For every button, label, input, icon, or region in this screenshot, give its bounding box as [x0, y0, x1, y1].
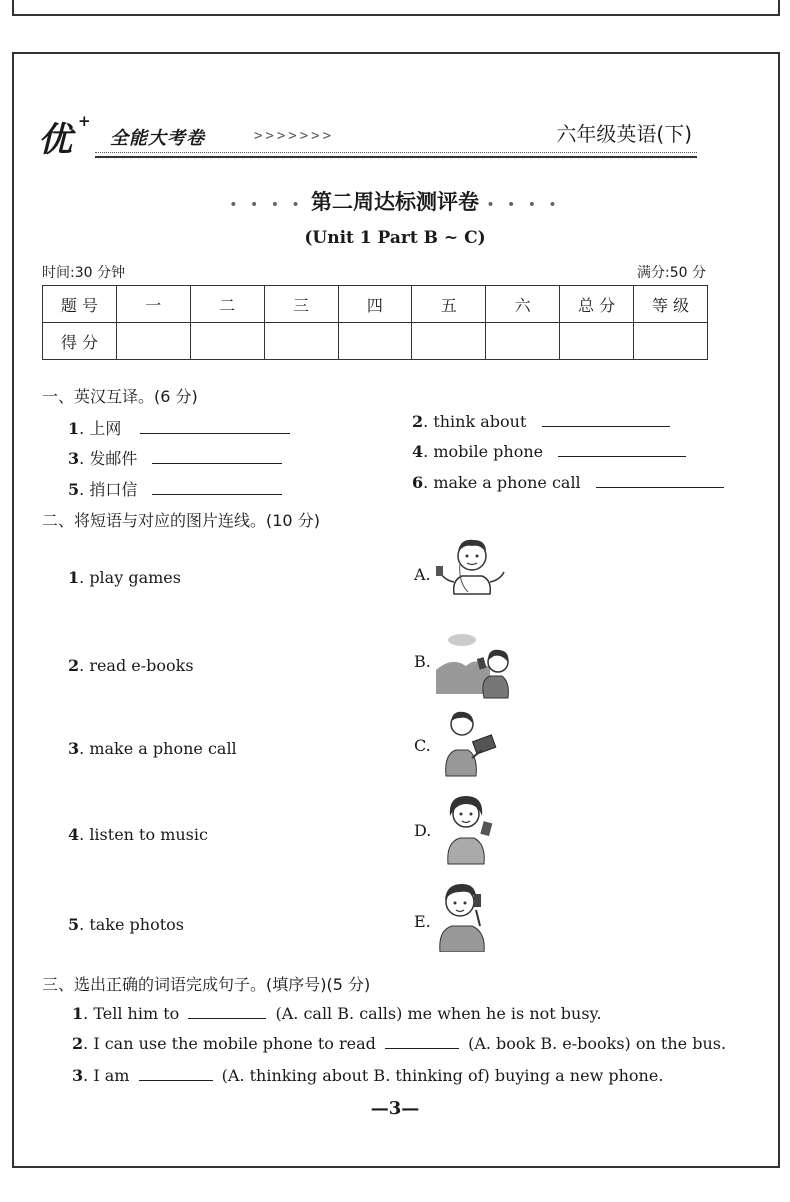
answer-blank[interactable] — [542, 412, 670, 427]
score-table — [42, 285, 708, 360]
score-cell-grade: 等 级 — [634, 286, 708, 323]
score-row-label: 得 分 — [43, 323, 117, 360]
answer-blank[interactable] — [152, 480, 282, 495]
answer-blank[interactable] — [140, 419, 290, 434]
title-dots-left: • • • • — [229, 197, 304, 213]
picture-e-make-phone-call[interactable] — [432, 876, 512, 952]
score-cell-5: 五 — [412, 286, 486, 323]
picture-d-play-games[interactable] — [432, 790, 512, 866]
score-blank[interactable] — [486, 323, 560, 360]
previous-page-frame — [12, 0, 780, 16]
s1-item-2: 2. think about — [412, 412, 670, 431]
s2-phrase-1[interactable]: 1. play games — [68, 568, 181, 587]
s2-letter-b: B. — [414, 652, 431, 671]
s1-item-5: 5. 捎口信 — [68, 477, 282, 500]
logo-plus: + — [78, 112, 91, 130]
score-cell-6: 六 — [486, 286, 560, 323]
score-blank[interactable] — [634, 323, 708, 360]
answer-blank[interactable] — [385, 1034, 459, 1049]
s2-phrase-4[interactable]: 4. listen to music — [68, 825, 208, 844]
score-cell-label: 题 号 — [43, 286, 117, 323]
section3-title: 三、选出正确的词语完成句子。(填序号)(5 分) — [42, 975, 371, 994]
s2-phrase-3[interactable]: 3. make a phone call — [68, 739, 237, 758]
s1-item-1: 1. 上网 — [68, 416, 290, 439]
header-arrows: >>>>>>> — [254, 128, 335, 144]
score-cell-2: 二 — [190, 286, 264, 323]
s1-item-4: 4. mobile phone — [412, 442, 686, 461]
score-cell-total: 总 分 — [560, 286, 634, 323]
picture-c-read-ebooks[interactable] — [432, 708, 512, 784]
s3-question-3: 3. I am (A. thinking about B. thinking of) buying a new phone. — [72, 1066, 664, 1085]
s2-letter-d: D. — [414, 821, 432, 840]
s2-letter-c: C. — [414, 736, 431, 755]
score-blank[interactable] — [190, 323, 264, 360]
section2-title: 二、将短语与对应的图片连线。(10 分) — [42, 511, 320, 530]
time-limit: 时间:30 分钟 — [42, 265, 125, 281]
s3-question-2: 2. I can use the mobile phone to read (A. book B. e-books) on the bus. — [72, 1034, 727, 1053]
answer-blank[interactable] — [152, 449, 282, 464]
s1-item-6: 6. make a phone call — [412, 473, 724, 492]
s3-question-1: 1. Tell him to (A. call B. calls) me when he is not busy. — [72, 1004, 602, 1023]
score-blank[interactable] — [412, 323, 486, 360]
test-title-text: 第二周达标测评卷 — [311, 190, 479, 214]
title-dots-right: • • • • — [486, 197, 561, 213]
picture-b-take-photos[interactable] — [432, 626, 512, 702]
grade-subject: 六年级英语(下) — [556, 122, 692, 146]
score-blank[interactable] — [116, 323, 190, 360]
s2-letter-e: E. — [414, 912, 431, 931]
s1-item-3: 3. 发邮件 — [68, 446, 282, 469]
section1-title: 一、英汉互译。(6 分) — [42, 387, 198, 406]
score-table-header-row — [43, 286, 708, 323]
score-cell-4: 四 — [338, 286, 412, 323]
header-divider-dotted — [95, 152, 697, 153]
score-blank[interactable] — [264, 323, 338, 360]
answer-blank[interactable] — [596, 473, 724, 488]
page-frame — [12, 52, 780, 1168]
answer-blank[interactable] — [139, 1066, 213, 1081]
score-table-score-row — [43, 323, 708, 360]
test-subtitle: (Unit 1 Part B ~ C) — [304, 228, 486, 248]
header-divider — [95, 156, 697, 158]
s2-phrase-2[interactable]: 2. read e-books — [68, 656, 194, 675]
full-score: 满分:50 分 — [637, 265, 706, 281]
page-number: —3— — [370, 1098, 420, 1119]
picture-a-listen-music[interactable] — [432, 532, 512, 608]
s2-phrase-5[interactable]: 5. take photos — [68, 915, 184, 934]
brand-name: 全能大考卷 — [110, 128, 205, 149]
score-blank[interactable] — [338, 323, 412, 360]
score-cell-3: 三 — [264, 286, 338, 323]
answer-blank[interactable] — [558, 442, 686, 457]
test-title — [0, 186, 790, 216]
logo-mark: 优 — [38, 120, 72, 160]
s2-letter-a: A. — [414, 565, 431, 584]
score-blank[interactable] — [560, 323, 634, 360]
score-cell-1: 一 — [116, 286, 190, 323]
answer-blank[interactable] — [188, 1004, 266, 1019]
